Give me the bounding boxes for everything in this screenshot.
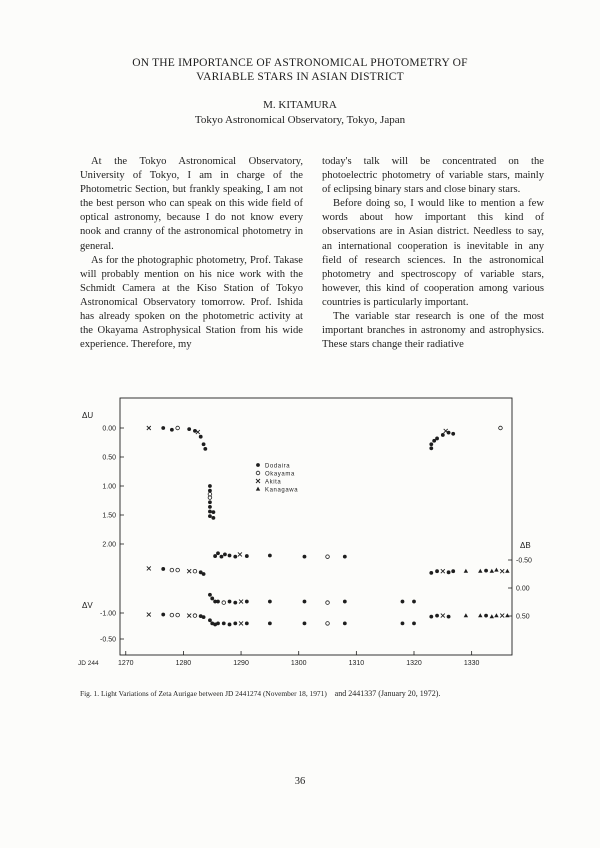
paper-title-line-2: VARIABLE STARS IN ASIAN DISTRICT — [196, 71, 404, 83]
data-point-dodaira — [343, 555, 347, 559]
data-point-dodaira — [451, 569, 455, 573]
data-point-dodaira — [484, 569, 488, 573]
data-point-dodaira — [233, 601, 237, 605]
u-tick-label: 1.00 — [102, 483, 116, 491]
data-point-kanagawa — [490, 614, 494, 618]
paragraph: The variable star research is one of the most important branches in astronomy and astrophysics. These stars change their radiative — [322, 311, 544, 351]
data-point-dodaira — [245, 600, 249, 604]
data-point-dodaira — [208, 593, 212, 597]
data-point-kanagawa — [494, 568, 498, 572]
axis-label-jd: JD 244 — [78, 660, 99, 667]
paragraph: today's talk will be concentrated on the photoelectric photometry of variable stars, mainly of eclipsing binary stars and close binary stars. — [322, 156, 544, 196]
u-tick-label: 2.00 — [102, 541, 116, 549]
data-point-dodaira — [213, 554, 217, 558]
data-point-dodaira — [441, 433, 445, 437]
legend-marker-icon — [256, 471, 260, 475]
paper-title-line-1: ON THE IMPORTANCE OF ASTRONOMICAL PHOTOMETRY OF — [132, 57, 468, 69]
data-point-dodaira — [202, 572, 206, 576]
body-left-column — [80, 155, 303, 352]
x-tick-label: 1270 — [117, 660, 134, 667]
data-point-okayama — [193, 569, 197, 573]
data-point-kanagawa — [505, 613, 509, 617]
data-point-dodaira — [161, 567, 165, 571]
data-point-dodaira — [170, 428, 174, 432]
legend-entry: Dodaira — [265, 463, 291, 470]
chart-legend — [256, 463, 298, 493]
data-point-okayama — [170, 613, 174, 617]
u-tick-label: 0.50 — [102, 454, 116, 462]
legend-entry: Kanagawa — [265, 487, 299, 494]
data-point-kanagawa — [464, 613, 468, 617]
data-point-dodaira — [187, 427, 191, 431]
paragraph: Before doing so, I would like to mention a few words about how important this kind of observations are in Asian district. Needless to say, an international cooperation is inevitable in any field of research sciences. In the astronomical photometry and spectroscopy of variable stars, however, this kind of cooperation among various countries is particularly important. — [322, 198, 544, 308]
data-point-okayama — [499, 426, 503, 430]
data-point-dodaira — [429, 571, 433, 575]
data-point-okayama — [176, 426, 180, 430]
data-point-dodaira — [245, 622, 249, 626]
data-point-dodaira — [435, 437, 439, 441]
data-point-akita — [147, 613, 151, 617]
data-point-dodaira — [202, 615, 206, 619]
data-point-dodaira — [161, 426, 165, 430]
x-tick-label: 1280 — [175, 660, 192, 667]
data-point-dodaira — [211, 510, 215, 514]
data-point-akita — [147, 566, 151, 570]
data-point-dodaira — [208, 510, 212, 514]
x-tick-label: 1310 — [348, 660, 365, 667]
data-point-dodaira — [429, 446, 433, 450]
data-point-dodaira — [216, 600, 220, 604]
data-point-okayama — [176, 613, 180, 617]
data-point-dodaira — [401, 600, 405, 604]
data-point-dodaira — [412, 622, 416, 626]
data-point-dodaira — [208, 484, 212, 488]
data-point-okayama — [208, 492, 212, 496]
data-point-dodaira — [268, 554, 272, 558]
data-point-okayama — [326, 601, 330, 605]
page-number: 36 — [294, 776, 306, 787]
data-point-akita — [187, 569, 191, 573]
data-point-akita — [238, 552, 242, 556]
data-point-dodaira — [222, 622, 226, 626]
data-point-dodaira — [245, 554, 249, 558]
data-point-okayama — [193, 614, 197, 618]
data-point-dodaira — [208, 500, 212, 504]
data-point-dodaira — [303, 600, 307, 604]
x-tick-label: 1320 — [406, 660, 422, 667]
data-point-akita — [147, 426, 151, 430]
author-affiliation: Tokyo Astronomical Observatory, Tokyo, Japan — [194, 114, 406, 126]
data-point-dodaira — [199, 435, 203, 439]
legend-entry: Akita — [265, 479, 282, 486]
data-point-dodaira — [228, 554, 232, 558]
legend-marker-icon — [256, 463, 260, 467]
data-point-dodaira — [343, 600, 347, 604]
axis-label-v: ΔV — [82, 601, 93, 610]
author-name: M. KITAMURA — [263, 99, 337, 111]
data-point-dodaira — [484, 614, 488, 618]
data-point-okayama — [170, 568, 174, 572]
data-point-dodaira — [451, 432, 455, 436]
light-curve-figure — [70, 393, 540, 675]
data-point-dodaira — [233, 622, 237, 626]
data-point-okayama — [326, 555, 330, 559]
data-point-dodaira — [161, 613, 165, 617]
data-point-dodaira — [447, 570, 451, 574]
data-point-kanagawa — [505, 569, 509, 573]
data-point-kanagawa — [490, 569, 494, 573]
figure-caption — [80, 689, 580, 698]
data-point-dodaira — [208, 514, 212, 518]
data-point-dodaira — [228, 600, 232, 604]
data-point-dodaira — [268, 600, 272, 604]
data-point-okayama — [222, 601, 226, 605]
data-point-dodaira — [208, 505, 212, 509]
x-tick-label: 1330 — [463, 660, 480, 667]
data-point-dodaira — [447, 431, 451, 435]
data-point-kanagawa — [478, 613, 482, 617]
paragraph: As for the photographic photometry, Prof. Takase will probably mention on his nice work with the Schmidt Camera at the Kiso Station of Tokyo Astronomical Observatory tomorrow. Prof. Ishida has already spoken on the photometric activity at the Okayama Astrophysical Station from his wide experience. Therefore, my — [80, 254, 303, 351]
data-point-akita — [239, 600, 243, 604]
data-point-dodaira — [202, 442, 206, 446]
data-point-akita — [441, 569, 445, 573]
figure-caption-main: Fig. 1. Light Variations of Zeta Aurigae between JD 2441274 (November 18, 1971) — [80, 689, 327, 698]
b-tick-label: -0.50 — [516, 557, 532, 565]
data-point-dodaira — [210, 597, 214, 601]
data-point-dodaira — [447, 615, 451, 619]
data-point-dodaira — [343, 622, 347, 626]
figure-caption-tail: and 2441337 (January 20, 1972). — [334, 689, 441, 698]
data-point-akita — [500, 569, 504, 573]
b-tick-label: 0.50 — [516, 613, 530, 621]
data-point-dodaira — [216, 551, 220, 555]
legend-marker-icon — [256, 487, 260, 491]
data-point-dodaira — [208, 618, 212, 622]
data-point-dodaira — [429, 442, 433, 446]
data-point-akita — [187, 614, 191, 618]
paragraph: At the Tokyo Astronomical Observatory, University of Tokyo, I am in charge of the Photometric Section, but frankly speaking, I am not the best person who can speak on this wide field of optical astronomy, because I do not know every nook and cranny of the astronomical photometry in general. — [80, 156, 303, 252]
legend-entry: Okayama — [265, 471, 295, 478]
x-tick-label: 1290 — [233, 660, 249, 667]
data-point-akita — [441, 614, 445, 618]
u-tick-label: 0.00 — [102, 425, 116, 433]
body-right-column — [322, 155, 544, 352]
data-point-akita — [500, 614, 504, 618]
data-point-dodaira — [435, 614, 439, 618]
data-point-okayama — [176, 568, 180, 572]
data-point-kanagawa — [478, 569, 482, 573]
data-point-dodaira — [220, 555, 224, 559]
data-point-dodaira — [203, 447, 207, 451]
v-tick-label: -0.50 — [100, 636, 116, 644]
u-tick-label: 1.50 — [102, 512, 116, 520]
x-tick-label: 1300 — [290, 660, 307, 667]
b-tick-label: 0.00 — [516, 585, 530, 593]
data-point-dodaira — [268, 622, 272, 626]
data-point-kanagawa — [494, 613, 498, 617]
data-point-dodaira — [211, 516, 215, 520]
data-point-dodaira — [233, 555, 237, 559]
data-point-dodaira — [412, 600, 416, 604]
data-point-kanagawa — [464, 569, 468, 573]
axis-label-u: ΔU — [82, 411, 94, 420]
data-point-dodaira — [228, 623, 232, 627]
data-point-dodaira — [223, 553, 227, 557]
data-point-dodaira — [303, 622, 307, 626]
data-point-dodaira — [401, 622, 405, 626]
v-tick-label: -1.00 — [100, 610, 116, 618]
data-point-okayama — [208, 496, 212, 500]
data-point-akita — [239, 621, 243, 625]
data-point-dodaira — [303, 555, 307, 559]
axis-label-b: ΔB — [520, 541, 531, 550]
legend-marker-icon — [256, 479, 260, 483]
data-point-dodaira — [435, 569, 439, 573]
data-point-dodaira — [216, 622, 220, 626]
data-point-dodaira — [429, 615, 433, 619]
data-point-okayama — [326, 622, 330, 626]
